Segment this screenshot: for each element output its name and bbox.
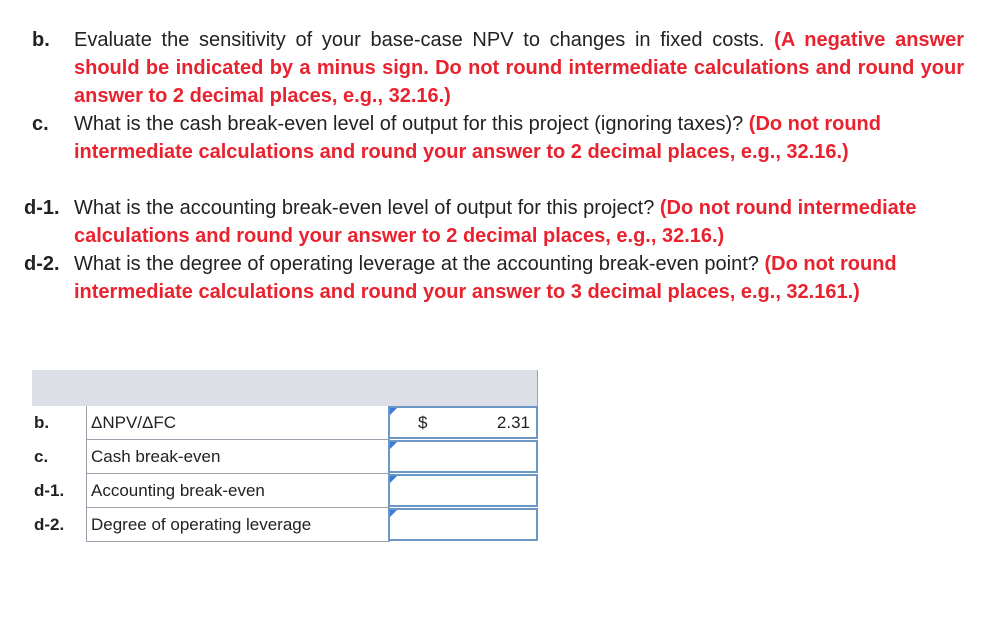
question-c-label: c. xyxy=(32,113,49,135)
table-header xyxy=(32,370,538,406)
question-d2-prompt: What is the degree of operating leverage at the accounting break-even point? xyxy=(74,253,759,275)
row-label: d-1. xyxy=(34,481,65,500)
row-description: Cash break-even xyxy=(86,440,390,474)
currency-symbol: $ xyxy=(418,413,428,432)
question-b-text xyxy=(74,26,964,110)
answer-input-cash-break-even[interactable] xyxy=(388,440,538,473)
question-d2-text xyxy=(74,250,964,306)
question-c-prompt: What is the cash break-even level of output for this project (ignoring taxes)? xyxy=(74,113,744,135)
input-marker-icon xyxy=(390,408,397,415)
answer-input-operating-leverage[interactable] xyxy=(388,508,538,541)
question-d1-instruction: (Do not round intermediate calculations and round your answer to 2 decimal places, e.g., 32.16.) xyxy=(74,197,917,247)
table-row xyxy=(32,474,538,508)
question-d1-label: d-1. xyxy=(24,197,60,219)
question-d1-prompt: What is the accounting break-even level of output for this project? xyxy=(74,197,655,219)
question-b-label: b. xyxy=(32,29,50,51)
row-description: ΔNPV/ΔFC xyxy=(86,406,390,440)
table-row xyxy=(32,508,538,542)
table-row xyxy=(32,440,538,474)
question-b-instruction: (A negative answer should be indicated by a minus sign. Do not round intermediate calculations and round your answer to 2 decimal places, e.g., 32.16.) xyxy=(74,29,965,107)
answer-input-accounting-break-even[interactable] xyxy=(388,474,538,507)
row-description: Degree of operating leverage xyxy=(86,508,390,542)
answer-value: 2.31 xyxy=(496,413,530,432)
question-d1-text xyxy=(74,194,964,250)
input-marker-icon xyxy=(390,442,397,449)
input-marker-icon xyxy=(390,476,397,483)
question-b-prompt: Evaluate the sensitivity of your base-case NPV to changes in fixed costs. xyxy=(74,29,765,51)
question-d2-label: d-2. xyxy=(24,253,60,275)
table-row xyxy=(32,406,538,440)
question-c-instruction: (Do not round intermediate calculations and round your answer to 2 decimal places, e.g., 32.16.) xyxy=(74,113,881,163)
row-label: c. xyxy=(34,447,49,466)
question-c-text xyxy=(74,110,964,166)
question-d2-instruction: (Do not round intermediate calculations and round your answer to 3 decimal places, e.g., 32.161.) xyxy=(74,253,897,303)
input-marker-icon xyxy=(390,510,397,517)
row-label: d-2. xyxy=(34,515,65,534)
row-description: Accounting break-even xyxy=(86,474,390,508)
row-label: b. xyxy=(34,413,50,432)
answer-input-npv-sensitivity[interactable] xyxy=(388,406,538,439)
